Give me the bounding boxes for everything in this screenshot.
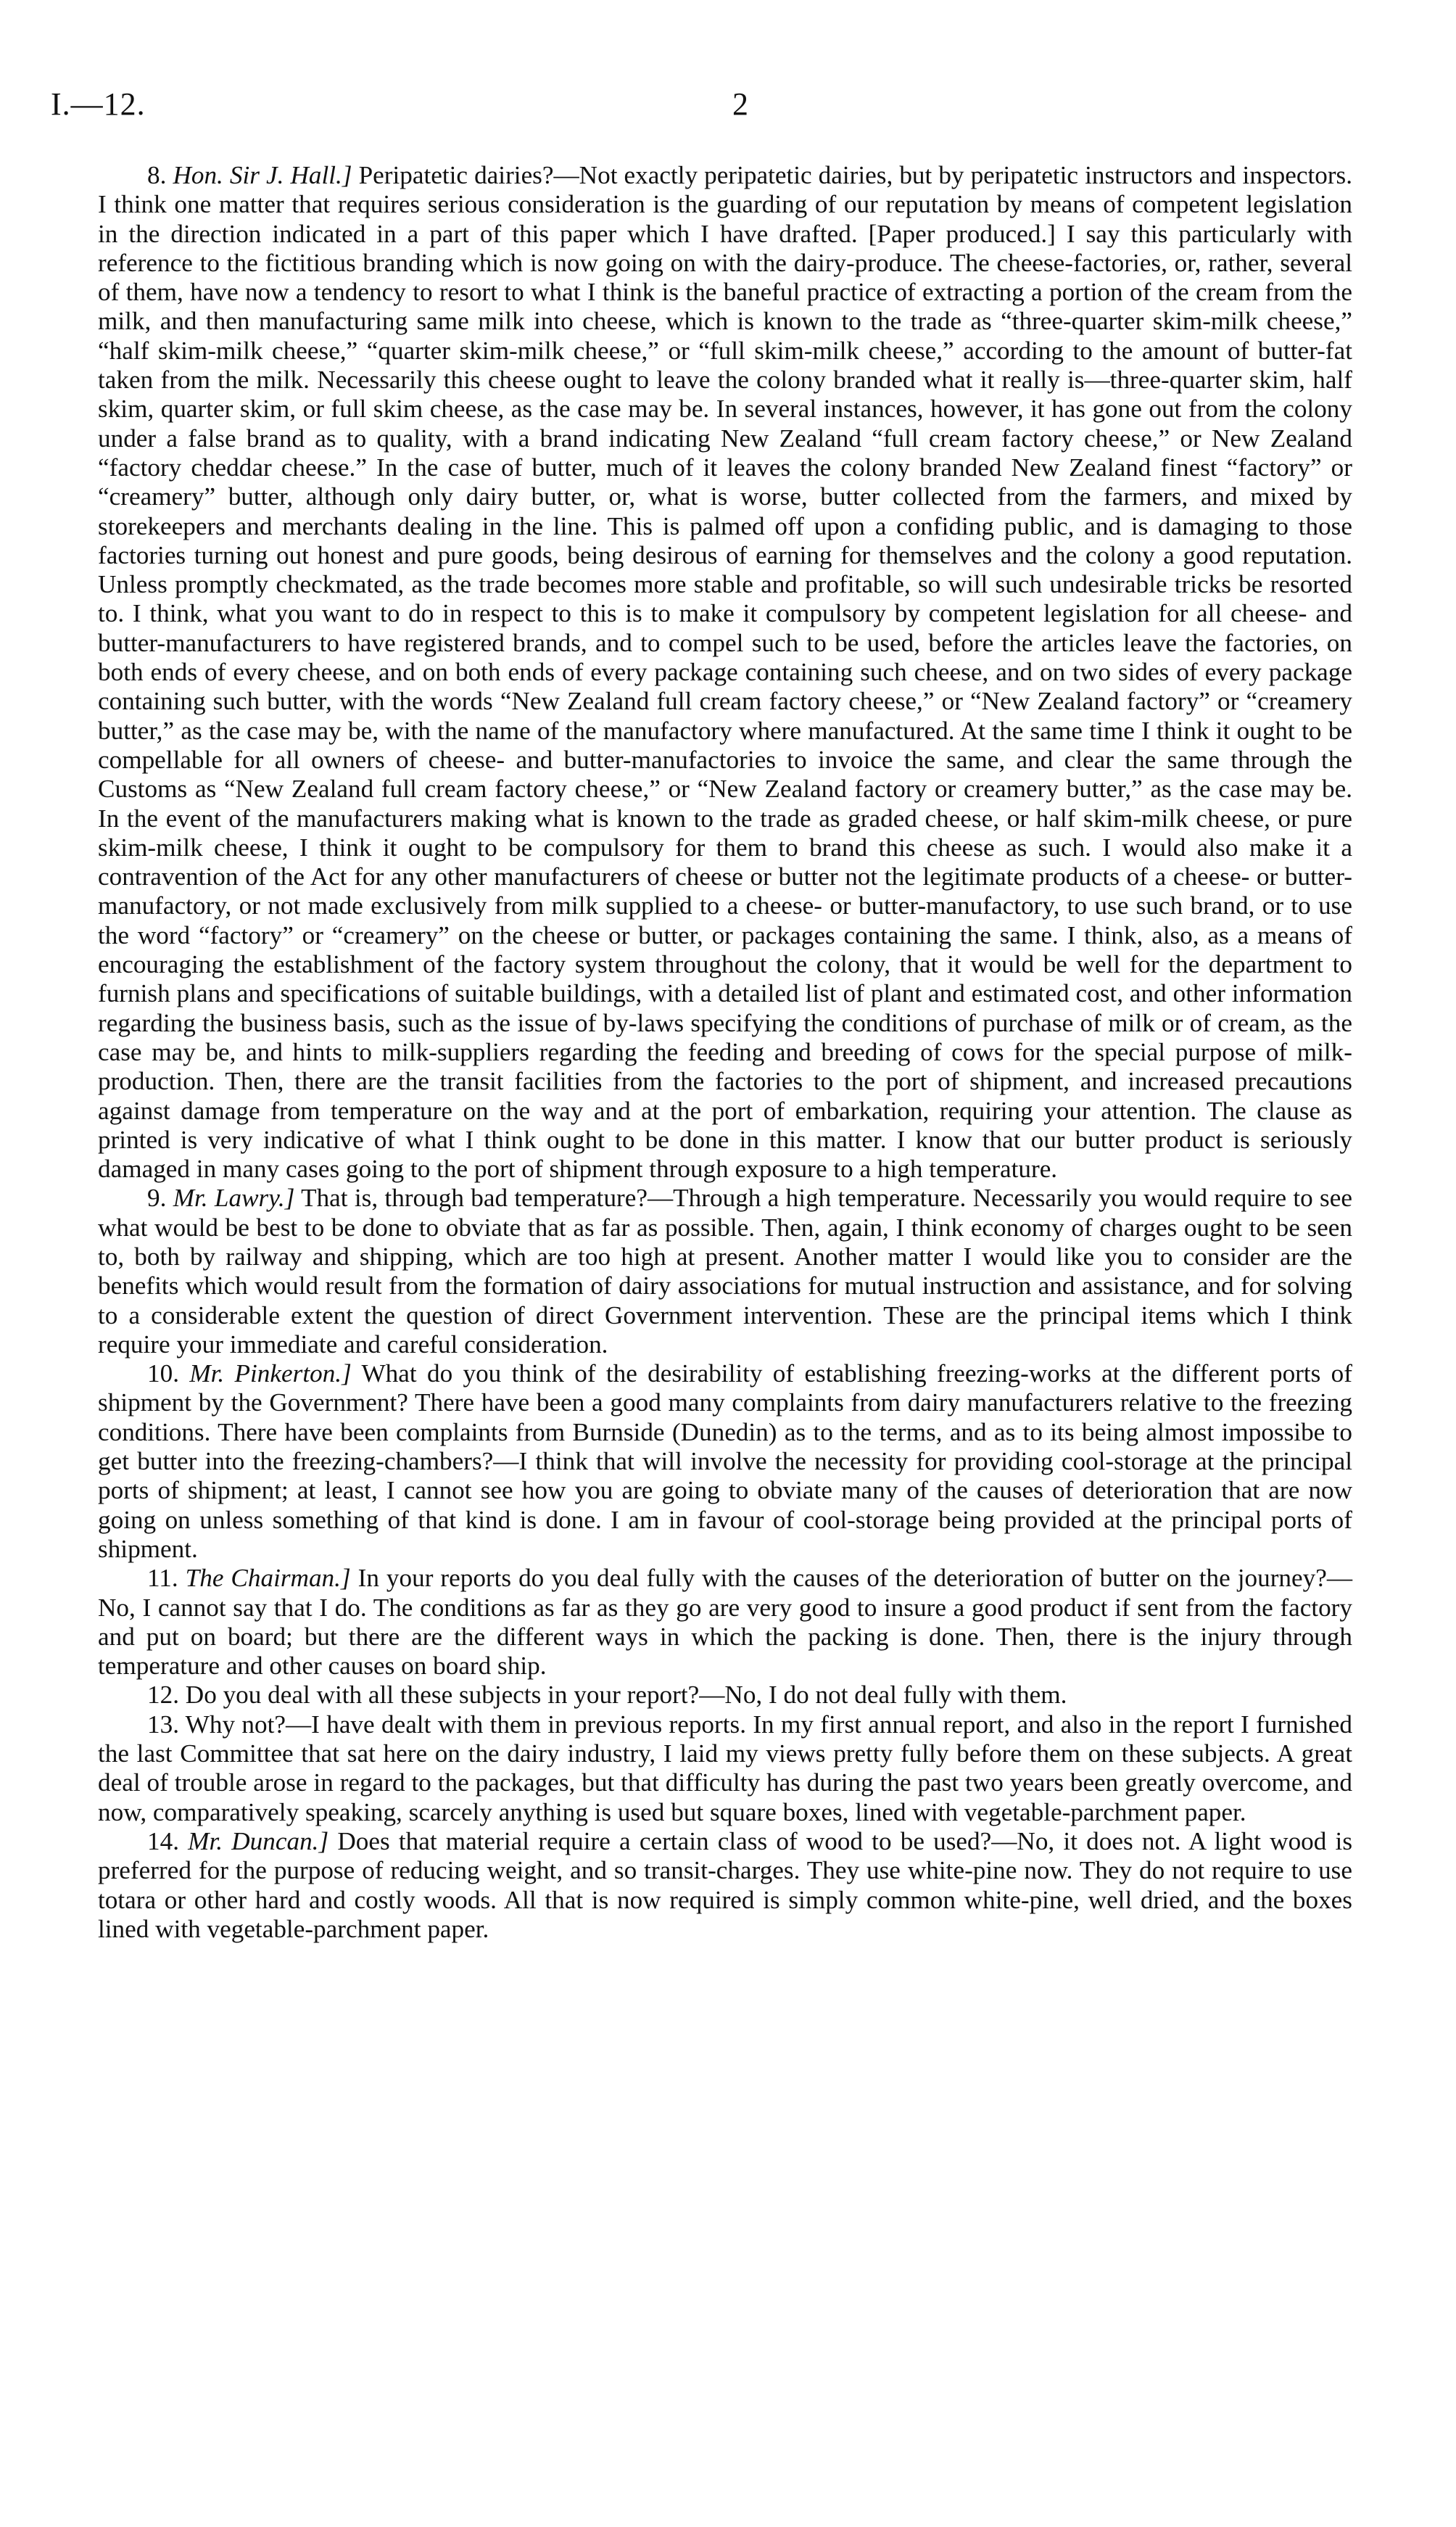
- paragraph-text: That is, through bad temperature?—Through a high temperature. Necessarily you would require to see what would be best to be done to obviate that as far as possible. Then, again, I think economy of charges ought to be seen to, both by railway and shipping, which are too high at present. Another matter I would like you to consider are the benefits which would result from the formation of dairy associations for mutual instruction and assistance, and for solving to a considerable extent the question of direct Government intervention. These are the principal items which I think require your immediate and careful consideration.: [98, 1184, 1352, 1359]
- paragraph-text: What do you think of the desirability of establishing freezing-works at the different ports of shipment by the Government? There have been a good many complaints from dairy manufacturers relative to the freezing conditions. There have been complaints from Burnside (Dunedin) as to the terms, and as to its being almost impossibe to get butter into the freezing-chambers?—I think that will involve the necessity for providing cool-storage at the principal ports of shipment; at least, I cannot see how you are going to obviate many of the causes of deterioration that are now going on unless something of that kind is done. I am in favour of cool-storage being provided at the principal ports of shipment.: [98, 1359, 1352, 1563]
- paper-reference: I.—12.: [51, 86, 146, 122]
- paragraph-number: 12.: [147, 1681, 179, 1710]
- speaker-name: Mr. Pinkerton.]: [189, 1359, 352, 1388]
- paragraph-text: Why not?—I have dealt with them in previous reports. In my first annual report, and also in the report I furnished the last Committee that sat here on the dairy industry, I laid my views pretty fully before them on these subjects. A great deal of trouble arose in regard to the packages, but that difficulty has during the past two years been greatly overcome, and now, comparatively speaking, scarcely anything is used but square boxes, lined with vegetable-parchment paper.: [98, 1710, 1352, 1826]
- speaker-name: Mr. Lawry.]: [173, 1184, 295, 1213]
- page-number: 2: [732, 86, 748, 122]
- paragraph-text: Peripatetic dairies?—Not exactly peripatetic dairies, but by peripatetic instructors and inspectors. I think one matter that requires serious consideration is the guarding of our reputation by means of competent legislation in the direction indicated in a part of this paper which I have drafted. [Paper produced.] I say this particularly with reference to the fictitious branding which is now going on with the dairy-produce. The cheese-factories, or, rather, several of them, have now a tendency to resort to what I think is the baneful practice of extracting a portion of the cream from the milk, and then manufacturing same milk into cheese, which is known to the trade as “three-quarter skim-milk cheese,” “half skim-milk cheese,” “quarter skim-milk cheese,” or “full skim-milk cheese,” according to the amount of butter-fat taken from the milk. Necessarily this cheese ought to leave the colony branded what it really is—three-quarter skim, half skim, quarter skim, or full skim cheese, as the case may be. In several instances, however, it has gone out from the colony under a false brand as to quality, with a brand indicating New Zealand “full cream factory cheese,” or New Zealand “factory cheddar cheese.” In the case of butter, much of it leaves the colony branded New Zealand finest “factory” or “creamery” butter, although only dairy butter, or, what is worse, butter collected from the farmers, and mixed by storekeepers and merchants dealing in the line. This is palmed off upon a confiding public, and is damaging to those factories turning out honest and pure goods, being desirous of earning for themselves and the colony a good reputation. Unless promptly checkmated, as the trade becomes more stable and profitable, so will such undesirable tricks be resorted to. I think, what you want to do in respect to this is to make it compulsory by competent legislation for all cheese- and butter-manufacturers to have registered brands, and to compel such to be used, before the articles leave the factories, on both ends of every cheese, and on both ends of every package containing such cheese, and on two sides of every package containing such butter, with the words “New Zealand full cream factory cheese,” or “New Zealand factory” or “creamery butter,” as the case may be, with the name of the manufactory where manufactured. At the same time I think it ought to be compellable for all owners of cheese- and butter-manufactories to invoice the same, and clear the same through the Customs as “New Zealand full cream factory cheese,” or “New Zealand factory or creamery butter,” as the case may be. In the event of the manufacturers making what is known to the trade as graded cheese, or half skim-milk cheese, or pure skim-milk cheese, I think it ought to be compulsory for them to brand this cheese as such. I would also make it a contravention of the Act for any other manufacturers of cheese or butter not the legitimate products of a cheese- or butter-manufactory, or not made exclusively from milk supplied to a cheese- or butter-manufactory, to use such brand, or to use the word “factory” or “creamery” on the cheese or butter, or packages containing the same. I think, also, as a means of encouraging the establishment of the factory system throughout the colony, that it would be well for the department to furnish plans and specifications of suitable buildings, with a detailed list of plant and estimated cost, and other information regarding the business basis, such as the issue of by-laws specifying the conditions of purchase of milk or of cream, as the case may be, and hints to milk-suppliers regarding the feeding and breeding of cows for the special purpose of milk-production. Then, there are the transit facilities from the factories to the port of shipment, and increased precautions against damage from temperature on the way and at the port of embarkation, requiring your attention. The clause as printed is very indicative of what I think ought to be done in this matter. I know that our butter product is seriously damaged in many cases going to the port of shipment through exposure to a high temperature.: [98, 161, 1353, 1184]
- paragraph-10: [98, 1359, 1352, 1564]
- paragraph-number: 9.: [147, 1184, 167, 1213]
- paragraph-text: In your reports do you deal fully with the causes of the deterioration of butter on the journey?—No, I cannot say that I do. The conditions as far as they go are very good to insure a good product if sent from the factory and put on board; but there are the different ways in which the packing is done. Then, there is the injury through temperature and other causes on board ship.: [98, 1564, 1353, 1681]
- paragraph-12: [98, 1681, 1352, 1710]
- paragraph-number: 8.: [147, 161, 167, 189]
- paragraph-number: 11.: [147, 1564, 178, 1593]
- paragraph-8: [98, 161, 1352, 1184]
- paragraph-number: 10.: [147, 1359, 179, 1388]
- paragraph-text: Does that material require a certain class of wood to be used?—No, it does not. A light wood is preferred for the purpose of reducing weight, and so transit-charges. They use white-pine now. They do not require to use totara or other hard and costly woods. All that is now required is simply common white-pine, well dried, and the boxes lined with vegetable-parchment paper.: [98, 1826, 1353, 1943]
- paragraph-text: Do you deal with all these subjects in your report?—No, I do not deal fully with them.: [178, 1681, 1067, 1710]
- speaker-name: Hon. Sir J. Hall.]: [173, 161, 352, 189]
- speaker-name: Mr. Duncan.]: [188, 1826, 329, 1855]
- paragraph-11: [98, 1564, 1352, 1681]
- paragraph-9: [98, 1184, 1352, 1359]
- paragraph-13: [98, 1710, 1352, 1827]
- document-body: [98, 161, 1352, 1944]
- page-header: [51, 86, 1405, 129]
- paragraph-14: [98, 1827, 1352, 1944]
- speaker-name: The Chairman.]: [185, 1564, 351, 1593]
- paragraph-number: 14.: [147, 1826, 179, 1855]
- paragraph-number: 13.: [147, 1710, 179, 1739]
